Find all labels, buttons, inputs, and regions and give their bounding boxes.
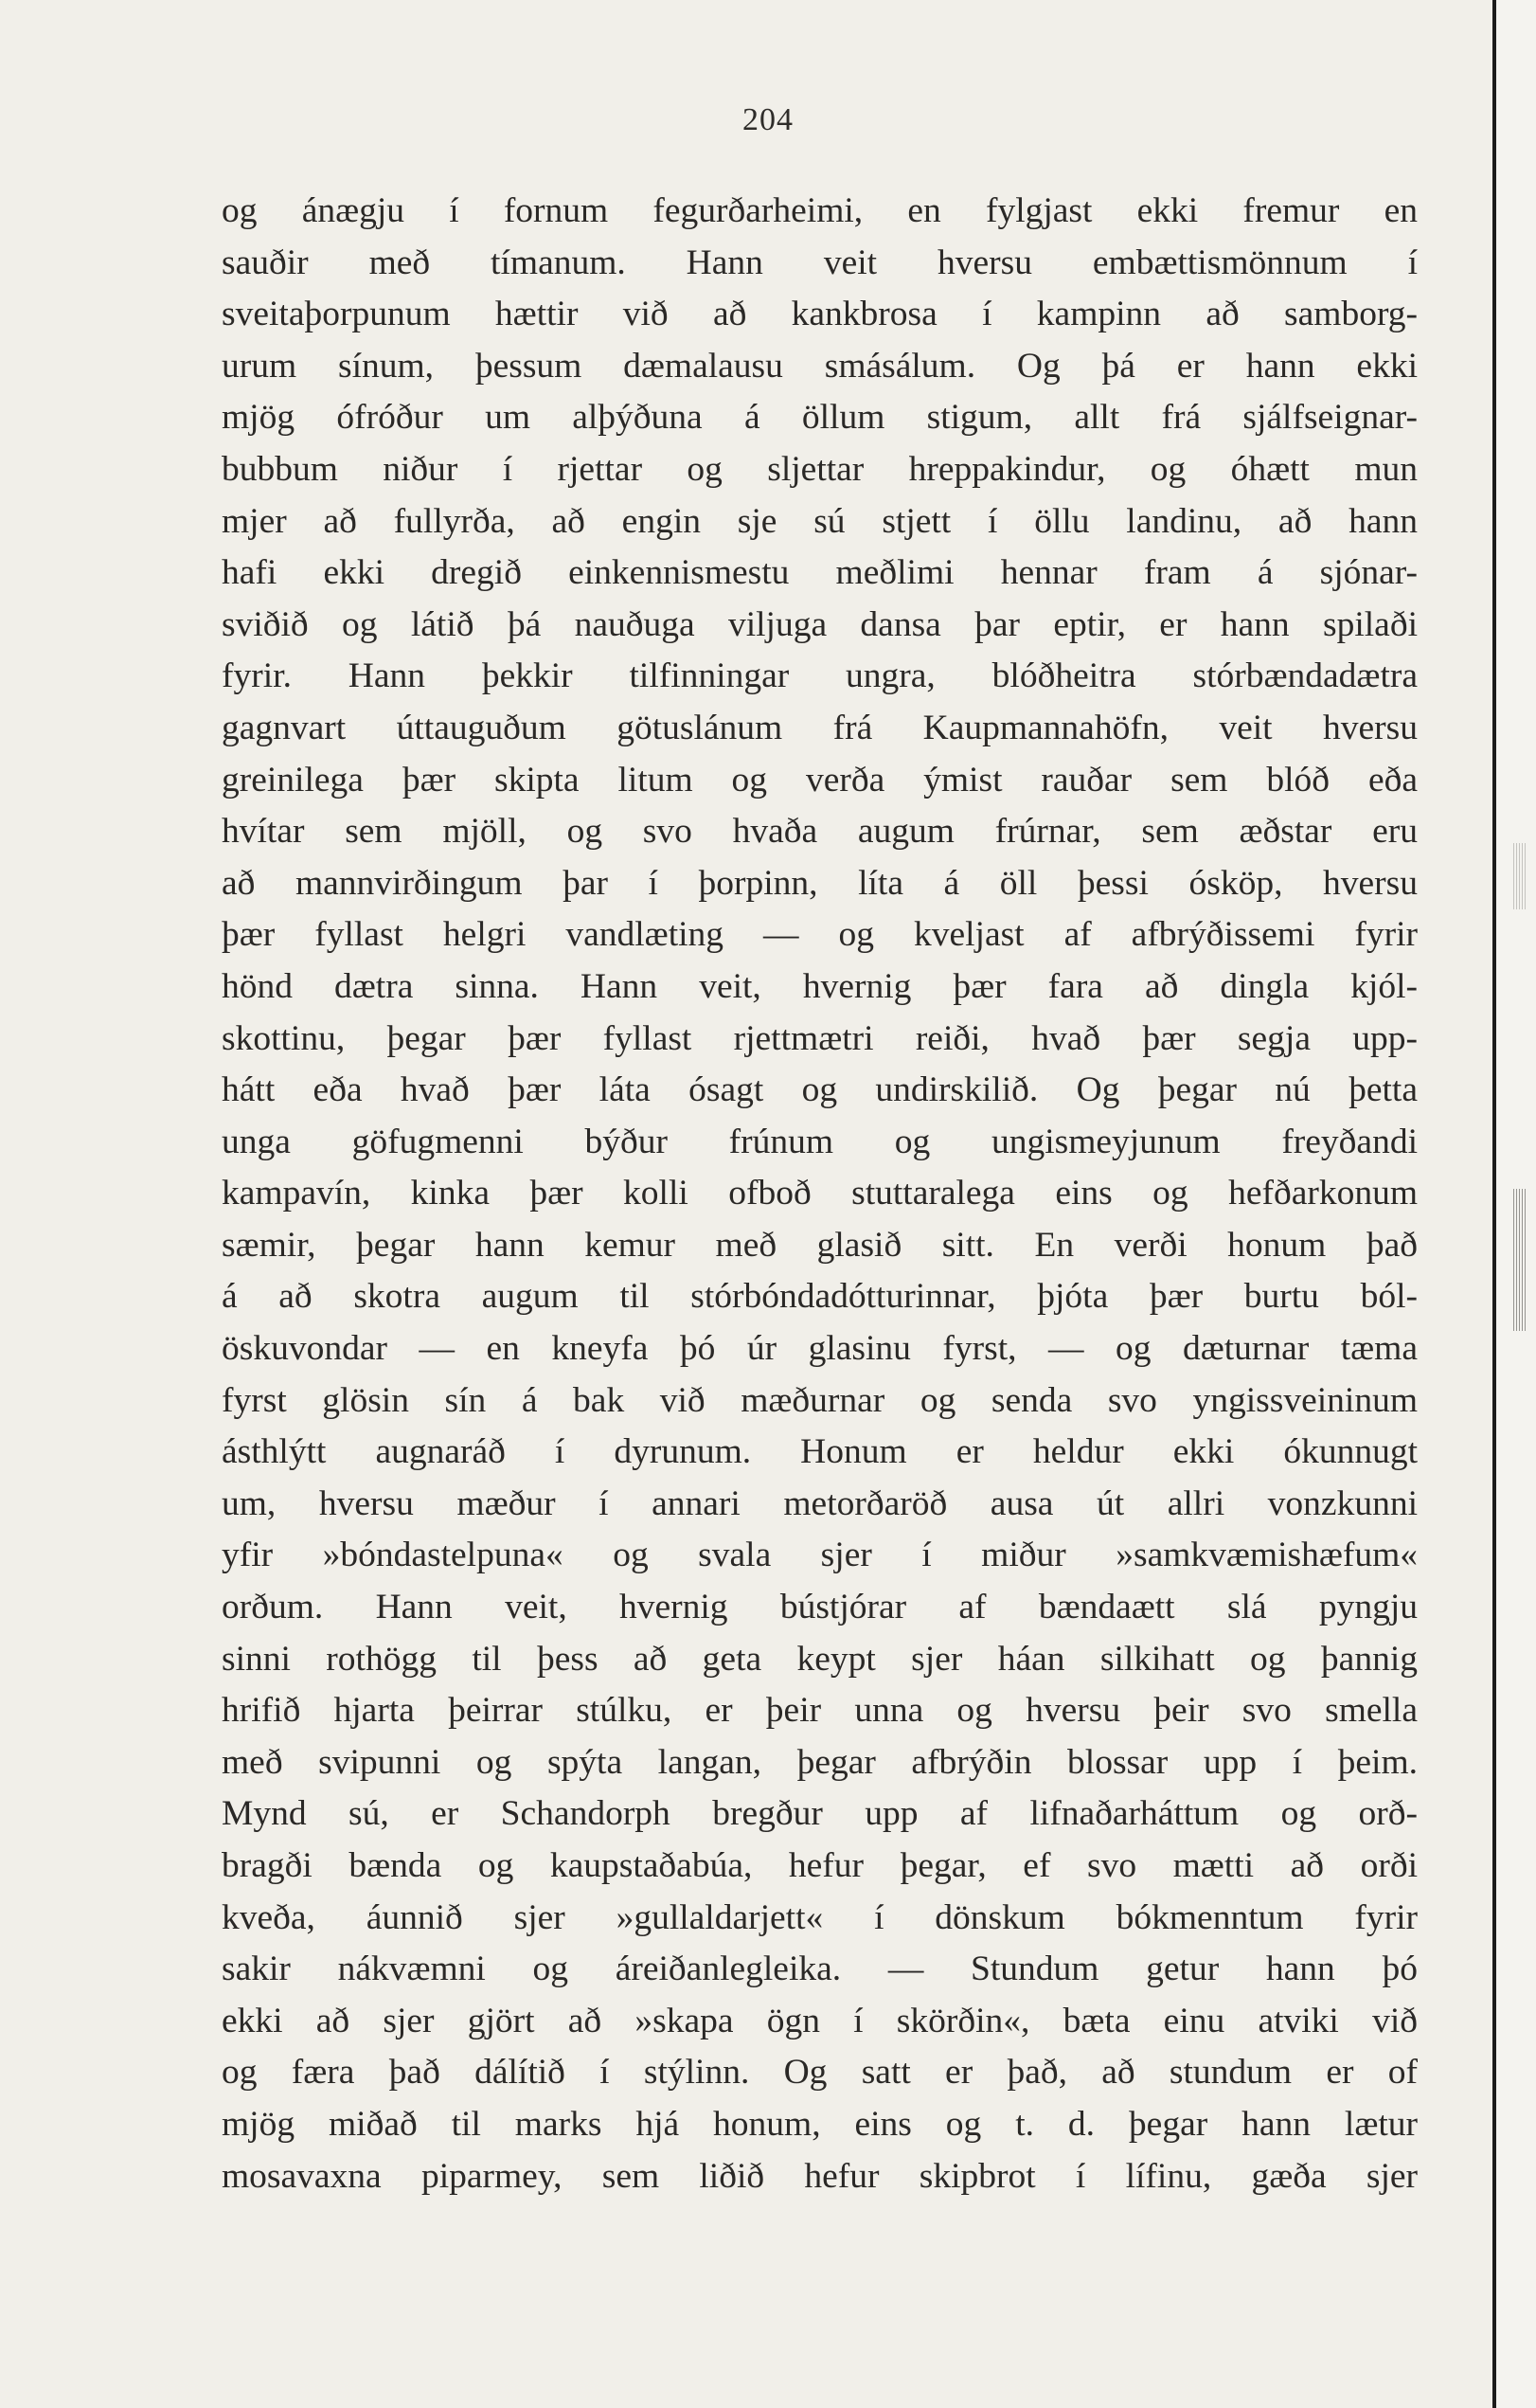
text-line: sakir nákvæmni og áreiðanlegleika. — Stundum getur hann þó xyxy=(222,1950,1418,1989)
margin-print-mark xyxy=(1513,843,1527,909)
text-line: greinilega þær skipta litum og verða ýmist rauðar sem blóð eða xyxy=(222,760,1418,800)
text-line: mosavaxna piparmey, sem liðið hefur skipbrot í lífinu, gæða sjer xyxy=(222,2156,1418,2196)
text-line: ekki að sjer gjört að »skapa ögn í skörðin«, bæta einu atviki við xyxy=(222,2001,1418,2040)
text-line: fyrst glösin sín á bak við mæðurnar og senda svo yngissveininum xyxy=(222,1380,1418,1420)
text-line: gagnvart úttauguðum götuslánum frá Kaupmannahöfn, veit hversu xyxy=(222,708,1418,747)
text-line: yfir »bóndastelpuna« og svala sjer í miður »samkvæmishæfum« xyxy=(222,1536,1418,1575)
text-line: bubbum niður í rjettar og sljettar hreppakindur, og óhætt mun xyxy=(222,449,1418,489)
text-line: skottinu, þegar þær fyllast rjettmætri reiði, hvað þær segja upp- xyxy=(222,1018,1418,1058)
text-line: mjer að fullyrða, að engin sje sú stjett í öllu landinu, að hann xyxy=(222,501,1418,541)
text-line: þær fyllast helgri vandlæting — og kveljast af afbrýðissemi fyrir xyxy=(222,915,1418,955)
text-line: sviðið og látið þá nauðuga viljuga dansa þar eptir, er hann spilaði xyxy=(222,604,1418,644)
text-line: um, hversu mæður í annari metorðaröð ausa út allri vonzkunni xyxy=(222,1483,1418,1523)
body-text xyxy=(222,186,1418,2202)
text-line: sinni rothögg til þess að geta keypt sjer háan silkihatt og þannig xyxy=(222,1639,1418,1679)
text-line: að mannvirðingum þar í þorpinn, líta á öll þessi ósköp, hversu xyxy=(222,863,1418,903)
margin-print-mark xyxy=(1513,1189,1527,1331)
text-line: urum sínum, þessum dæmalausu smásálum. Og þá er hann ekki xyxy=(222,346,1418,386)
text-line: á að skotra augum til stórbóndadótturinnar, þjóta þær burtu ból- xyxy=(222,1277,1418,1317)
text-line: með svipunni og spýta langan, þegar afbrýðin blossar upp í þeim. xyxy=(222,1742,1418,1782)
text-line: hafi ekki dregið einkennismestu meðlimi hennar fram á sjónar- xyxy=(222,553,1418,593)
text-line: hrifið hjarta þeirrar stúlku, er þeir unna og hversu þeir svo smella xyxy=(222,1691,1418,1731)
text-line: unga göfugmenni býður frúnum og ungismeyjunum freyðandi xyxy=(222,1122,1418,1161)
text-line: ásthlýtt augnaráð í dyrunum. Honum er heldur ekki ókunnugt xyxy=(222,1432,1418,1472)
text-line: mjög miðað til marks hjá honum, eins og t. d. þegar hann lætur xyxy=(222,2104,1418,2144)
text-line: sveitaþorpunum hættir við að kankbrosa í kampinn að samborg- xyxy=(222,295,1418,334)
text-line: öskuvondar — en kneyfa þó úr glasinu fyrst, — og dæturnar tæma xyxy=(222,1329,1418,1369)
text-line: mjög ófróður um alþýðuna á öllum stigum, allt frá sjálfseignar- xyxy=(222,398,1418,438)
text-line: hvítar sem mjöll, og svo hvaða augum frúrnar, sem æðstar eru xyxy=(222,812,1418,852)
page-number: 204 xyxy=(742,102,794,137)
text-line: fyrir. Hann þekkir tilfinningar ungra, blóðheitra stórbændadætra xyxy=(222,656,1418,696)
text-line: hönd dætra sinna. Hann veit, hvernig þær fara að dingla kjól- xyxy=(222,966,1418,1006)
text-line: sauðir með tímanum. Hann veit hversu embættismönnum í xyxy=(222,243,1418,282)
text-line: og ánægju í fornum fegurðarheimi, en fylgjast ekki fremur en xyxy=(222,191,1418,230)
text-line: kveða, áunnið sjer »gullaldarjett« í dönskum bókmenntum fyrir xyxy=(222,1897,1418,1937)
text-line: kampavín, kinka þær kolli ofboð stuttaralega eins og hefðarkonum xyxy=(222,1174,1418,1213)
text-line: og færa það dálítið í stýlinn. Og satt er það, að stundum er of xyxy=(222,2053,1418,2093)
text-line: orðum. Hann veit, hvernig bústjórar af bændaætt slá pyngju xyxy=(222,1588,1418,1627)
text-line: sæmir, þegar hann kemur með glasið sitt. En verði honum það xyxy=(222,1225,1418,1265)
text-line: hátt eða hvað þær láta ósagt og undirskilið. Og þegar nú þetta xyxy=(222,1070,1418,1110)
text-line: Mynd sú, er Schandorph bregður upp af lifnaðarháttum og orð- xyxy=(222,1794,1418,1834)
text-line: bragði bænda og kaupstaðabúa, hefur þegar, ef svo mætti að orði xyxy=(222,1846,1418,1885)
